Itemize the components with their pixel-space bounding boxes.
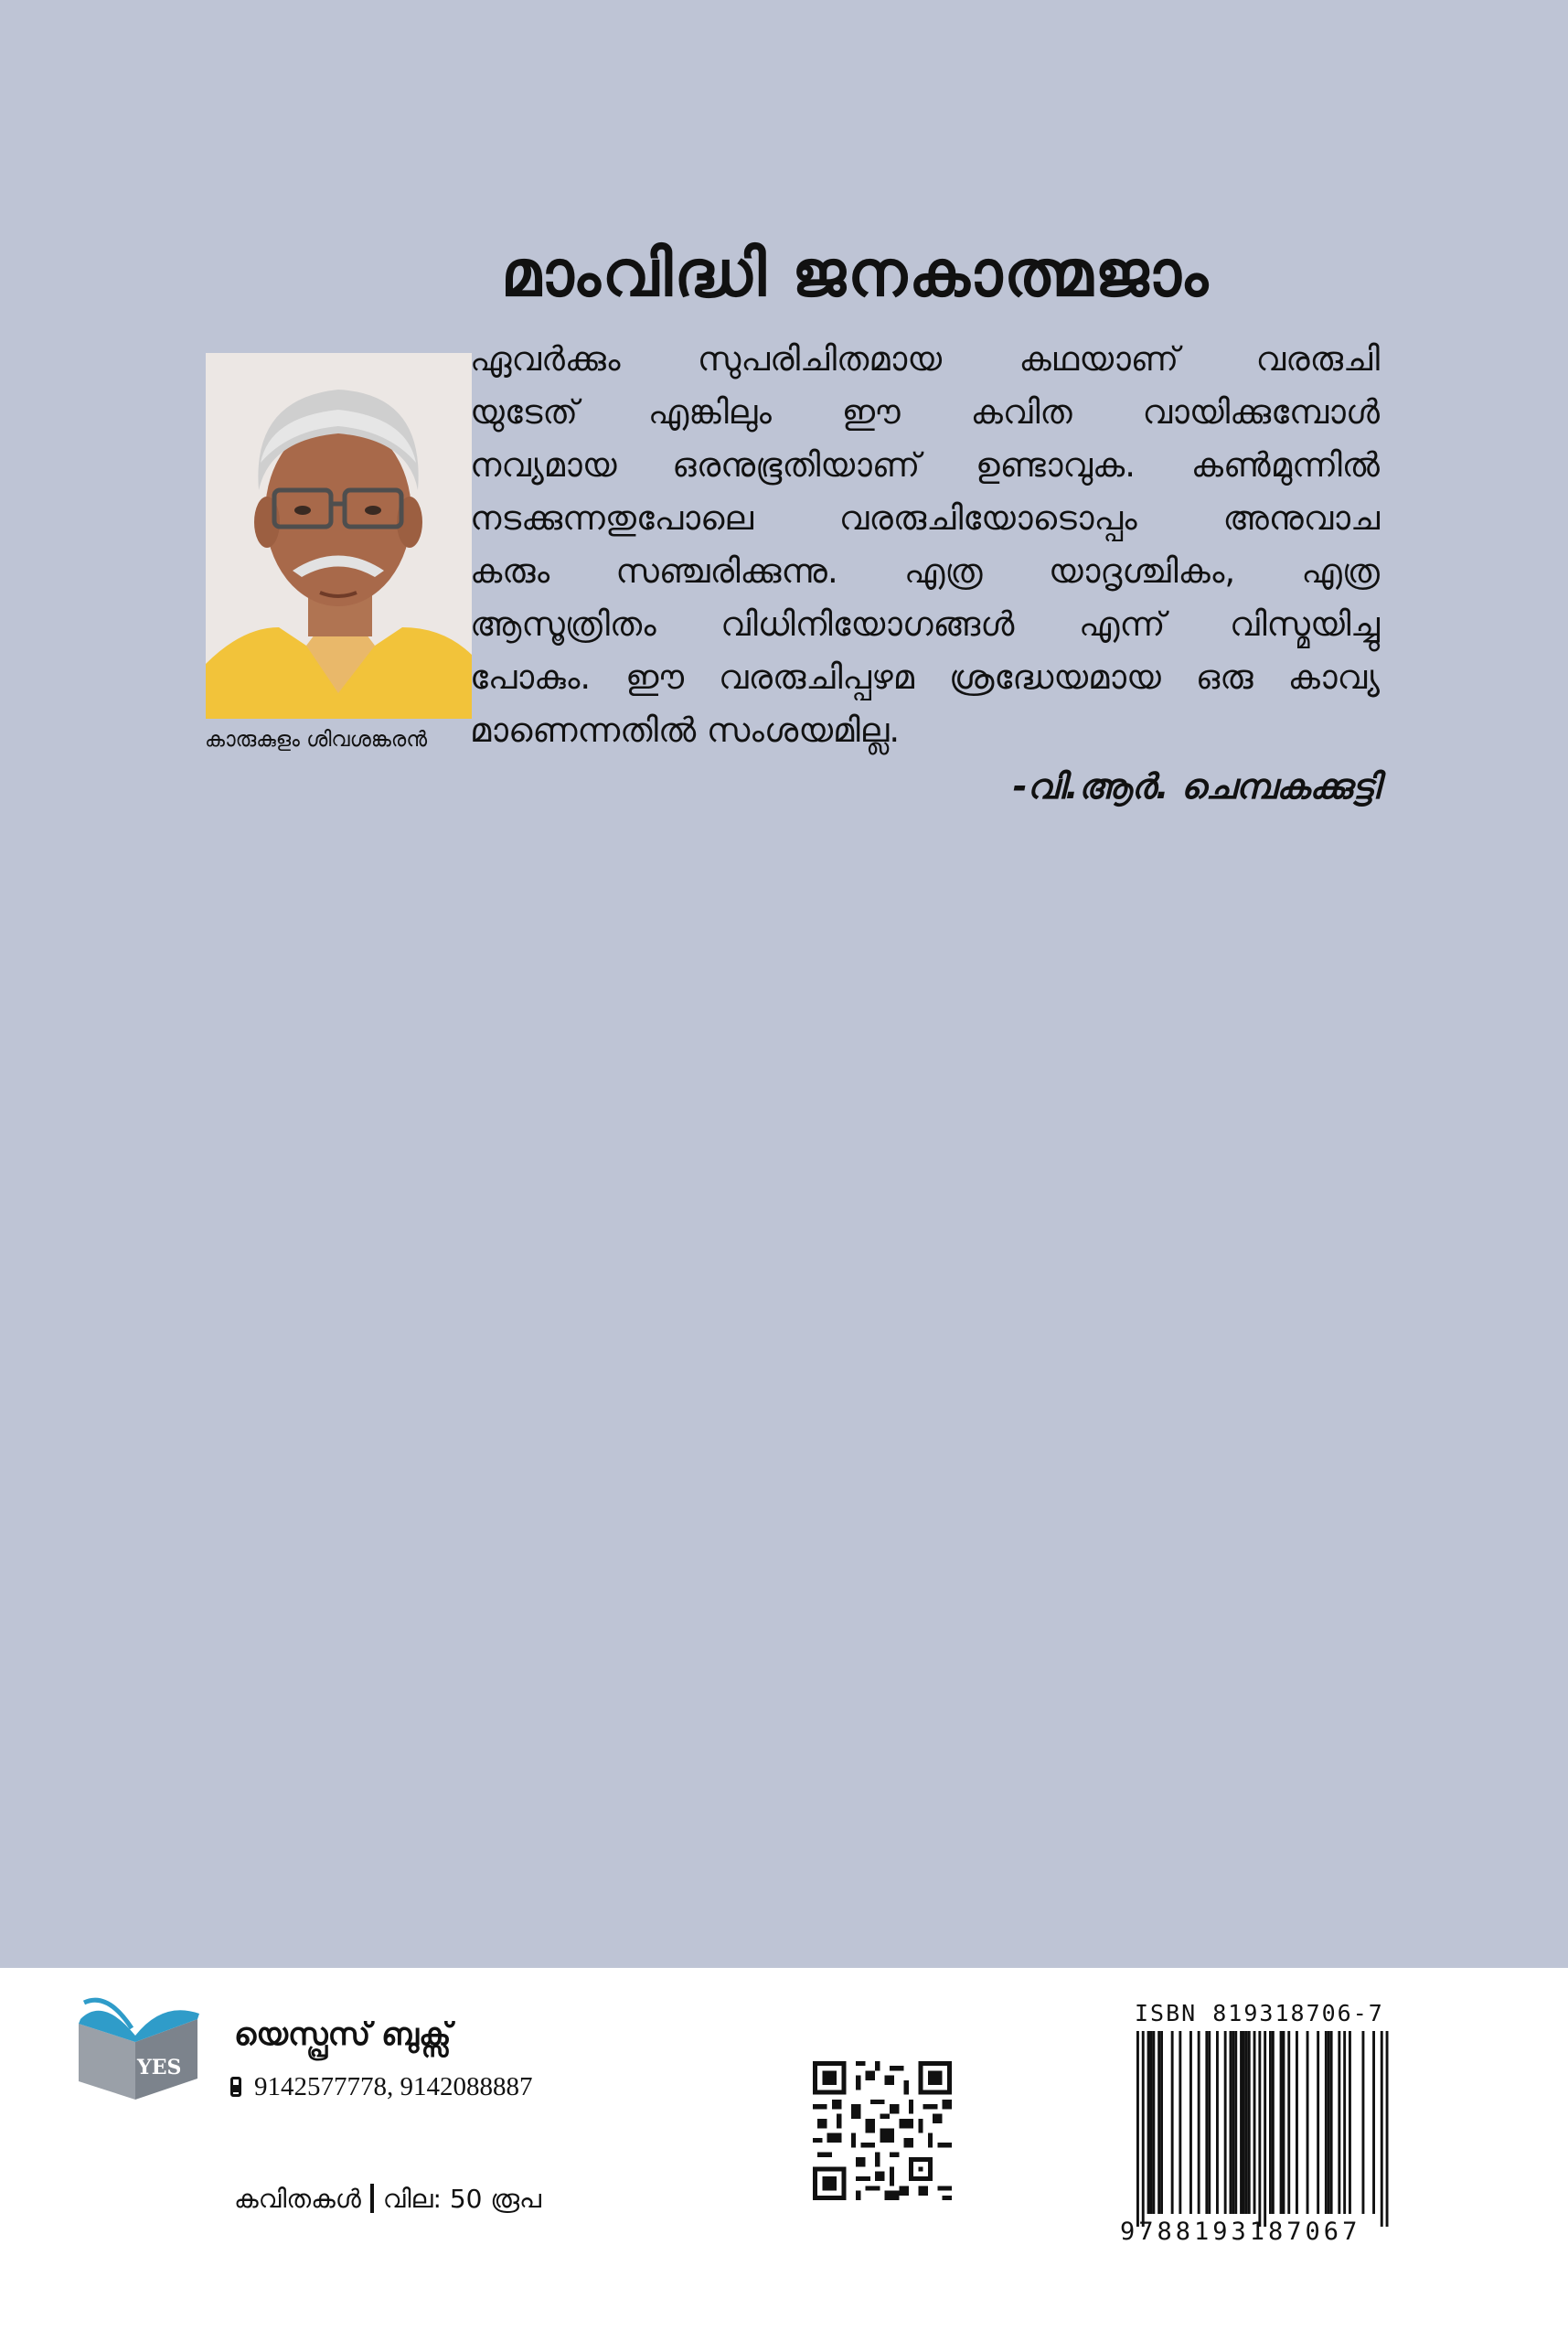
barcode-bar: [1349, 2031, 1351, 2214]
isbn-label: ISBN 819318706-7: [1135, 2000, 1384, 2026]
genre-label: കവിതകൾ: [234, 2184, 361, 2214]
barcode-bar: [1147, 2031, 1150, 2214]
blurb-line: യുടേത് എങ്കിലും ഈ കവിത വായിക്കുമ്പോൾ: [470, 392, 1380, 432]
barcode-bar: [1157, 2031, 1160, 2214]
barcode-bar: [1232, 2031, 1234, 2214]
publisher-phone-number: 9142577778, 9142088887: [254, 2072, 533, 2101]
qr-code: [813, 2061, 952, 2200]
barcode-bar: [1224, 2031, 1227, 2214]
blurb-paragraph: [470, 333, 1380, 757]
separator-bar: [370, 2184, 374, 2213]
price-label: വില: 50 രൂപ: [382, 2184, 541, 2214]
barcode-bar: [1372, 2031, 1375, 2214]
barcode-bar: [1283, 2031, 1285, 2214]
blurb-line: ആസൂത്രിതം വിധിനിയോഗങ്ങൾ എന്ന് വിസ്മയിച്ചു: [470, 604, 1380, 644]
publisher-logo-text: YES: [137, 2056, 182, 2079]
blurb-line: മാണെന്നതിൽ സംശയമില്ല.: [470, 711, 901, 750]
publisher-name: യെസ്പ്രസ് ബുക്സ്: [234, 2016, 452, 2053]
barcode-bar: [1307, 2031, 1309, 2214]
blurb-line: നവ്യമായ ഒരനുഭൂതിയാണ് ഉണ്ടാവുക. കൺമുന്നിൽ: [470, 445, 1380, 485]
barcode-bar: [1362, 2031, 1365, 2214]
barcode-bar: [1179, 2031, 1181, 2214]
barcode-digits: 9788193187067: [1120, 2218, 1361, 2246]
barcode-bar: [1328, 2031, 1330, 2214]
book-title: മാംവിദ്ധി ജനകാത്മജാം: [501, 236, 1211, 311]
barcode-bar: [1234, 2031, 1237, 2214]
genre-price-line: [234, 2184, 541, 2215]
barcode-bar: [1216, 2031, 1219, 2214]
blurb-attribution: -വി.ആർ. ചെമ്പകക്കുട്ടി: [1012, 766, 1380, 807]
barcode-bar: [1338, 2031, 1340, 2214]
blurb-line: നടക്കുന്നതുപോലെ വരരുചിയോടൊപ്പം അനുവാച: [470, 498, 1380, 538]
barcode-bar: [1142, 2031, 1145, 2227]
barcode-bar: [1150, 2031, 1153, 2214]
barcode-bar: [1208, 2031, 1211, 2214]
barcode-bar: [1386, 2031, 1389, 2227]
blurb-line: പോകും. ഈ വരരുചിപ്പഴമ ശ്രദ്ധേയമായ ഒരു കാവ്യ: [470, 657, 1380, 697]
barcode-bar: [1287, 2031, 1290, 2214]
barcode-bar: [1381, 2031, 1383, 2227]
publisher-phone: [230, 2072, 533, 2102]
barcode-bar: [1317, 2031, 1319, 2214]
barcode-bar: [1296, 2031, 1298, 2214]
author-portrait-image: [206, 353, 472, 719]
blurb-line: ഏവർക്കും സുപരിചിതമായ കഥയാണ് വരരുചി: [470, 339, 1380, 379]
barcode-bar: [1198, 2031, 1200, 2214]
blurb-line: കരും സഞ്ചരിക്കുന്നു. എത്ര യാദൃശ്ചികം, എത്ര: [470, 551, 1380, 591]
barcode-bar: [1258, 2031, 1261, 2227]
barcode-bar: [1152, 2031, 1155, 2214]
barcode-bar: [1171, 2031, 1174, 2214]
barcode-bar: [1264, 2031, 1266, 2227]
barcode-bar: [1136, 2031, 1139, 2227]
barcode-bar: [1269, 2031, 1272, 2214]
barcode-bar: [1205, 2031, 1208, 2214]
author-name-caption: കാരുകുളം ശിവശങ്കരൻ: [205, 728, 428, 752]
barcode-bar: [1160, 2031, 1163, 2214]
barcode-bar: [1189, 2031, 1192, 2214]
barcode-bar: [1248, 2031, 1251, 2214]
barcode-bar: [1343, 2031, 1346, 2214]
barcode-bar: [1325, 2031, 1328, 2214]
isbn-barcode: [1120, 2000, 1403, 2249]
barcode-bar: [1253, 2031, 1256, 2214]
author-photo: [206, 353, 472, 719]
barcode-bar: [1240, 2031, 1243, 2214]
publisher-logo-icon: [71, 1992, 204, 2106]
barcode-bar: [1330, 2031, 1333, 2214]
barcode-bar: [1243, 2031, 1245, 2214]
barcode-bar: [1230, 2031, 1232, 2214]
barcode-bar: [1280, 2031, 1283, 2214]
barcode-bar: [1272, 2031, 1275, 2214]
phone-icon: [230, 2077, 241, 2097]
barcode-bar: [1245, 2031, 1248, 2214]
barcode-bars: [1120, 2000, 1403, 2249]
